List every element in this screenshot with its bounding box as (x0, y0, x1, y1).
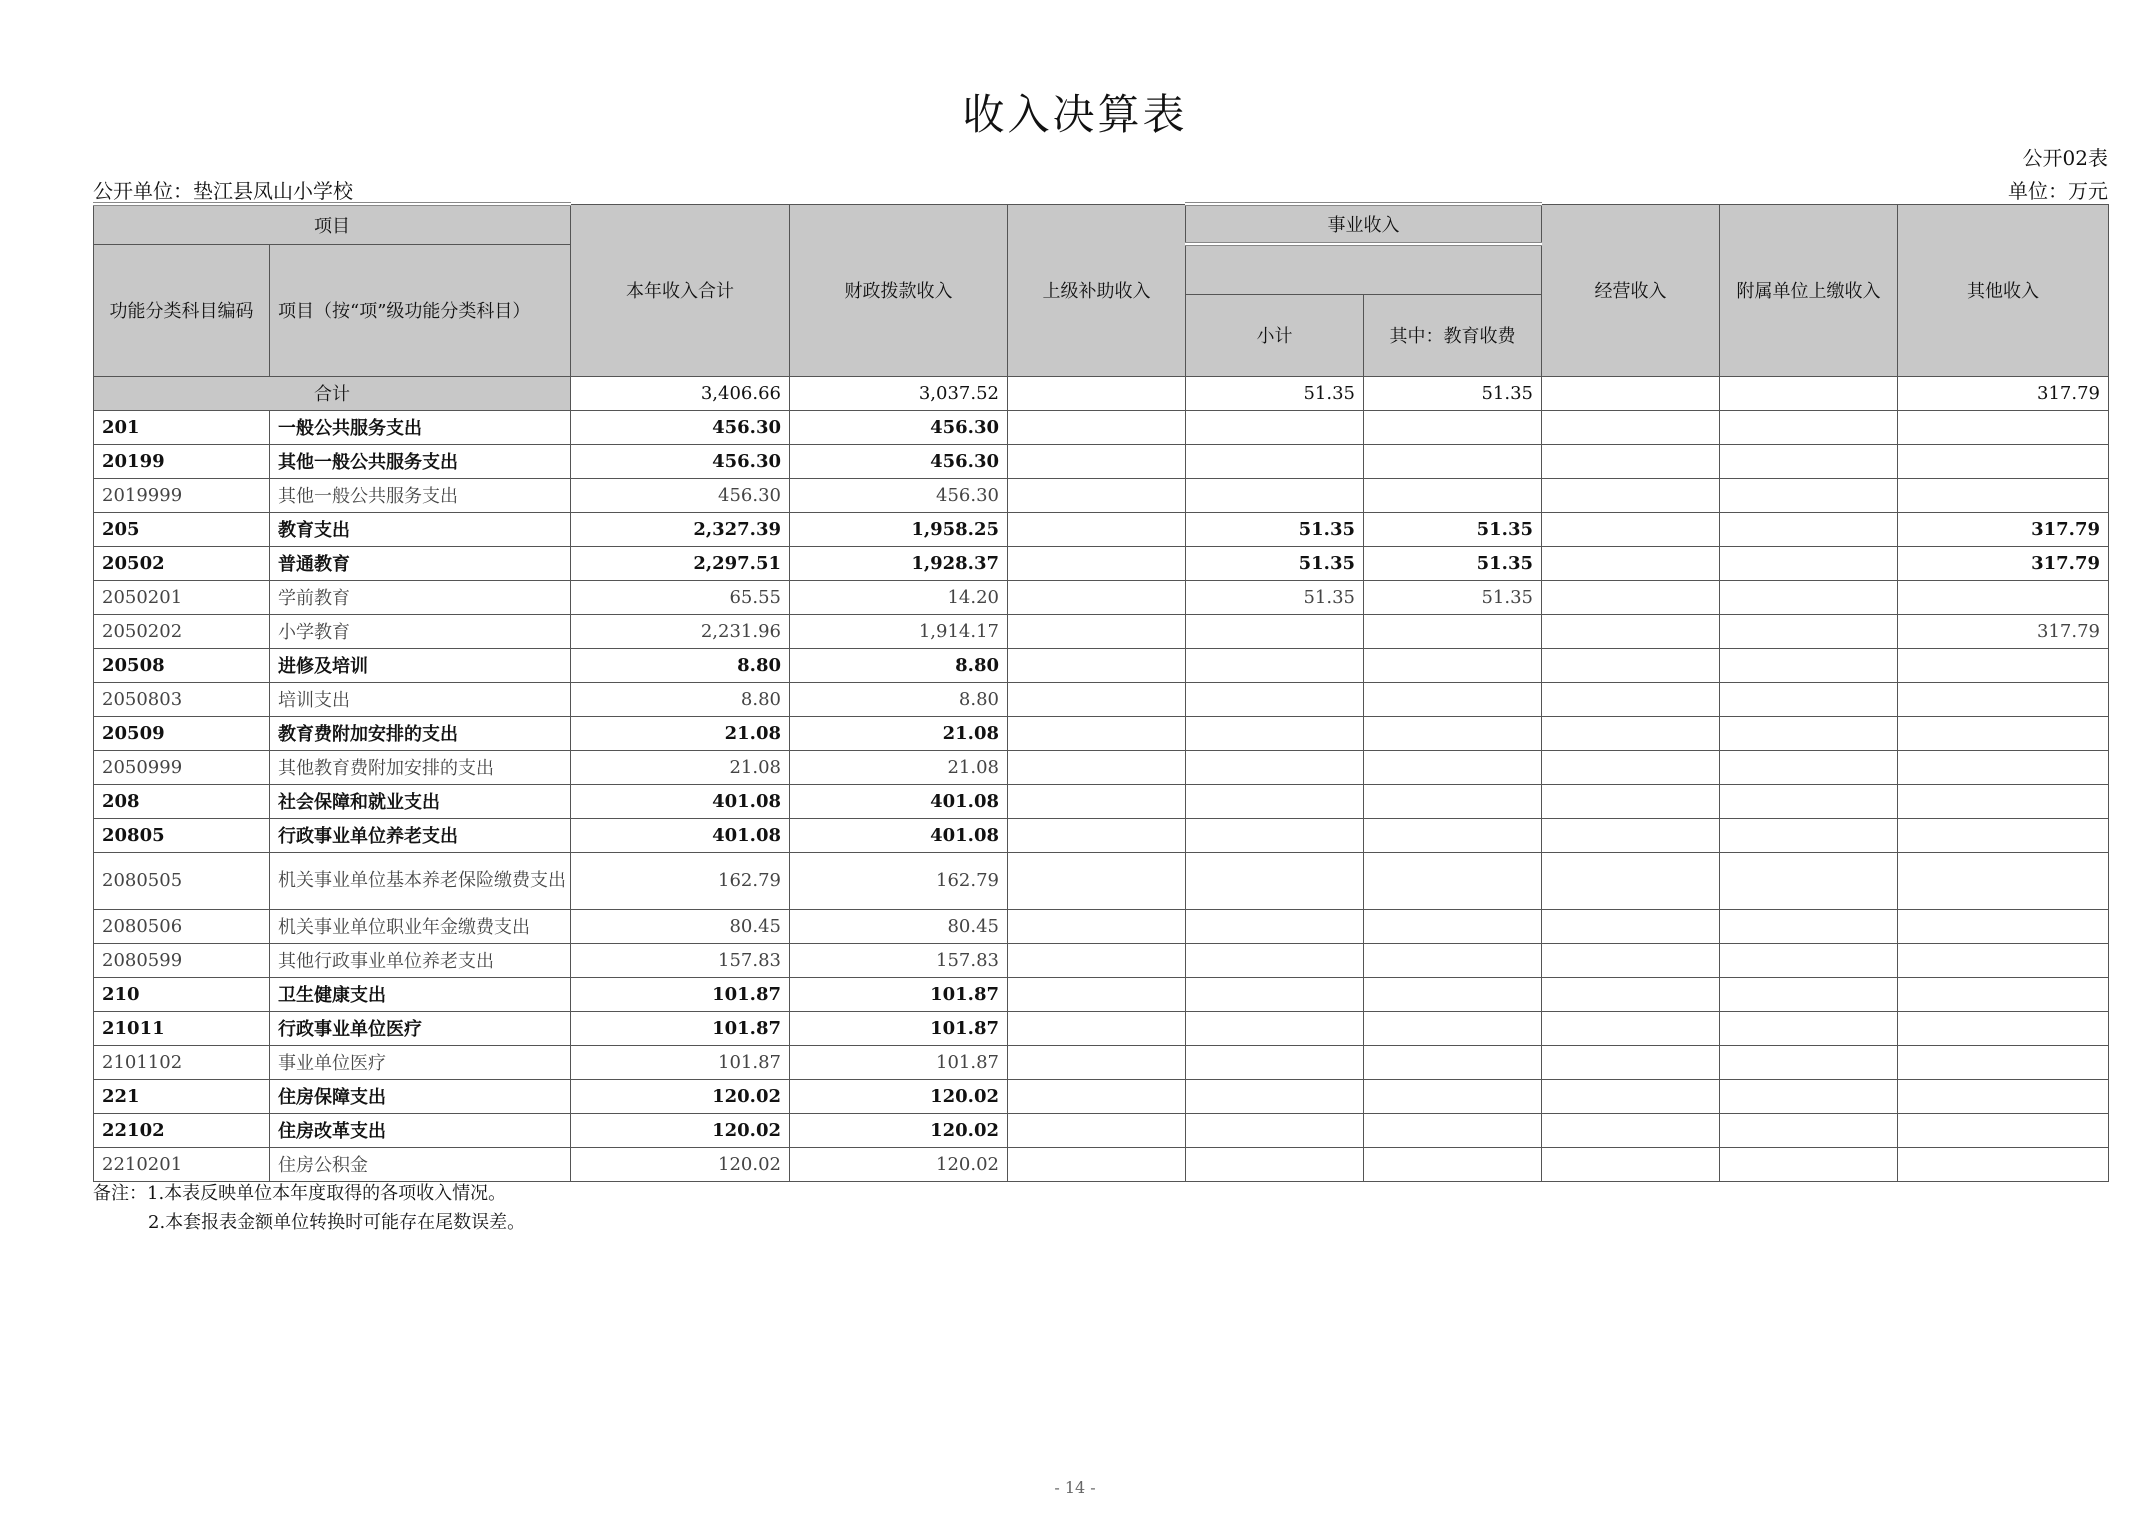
row-cell-affiliate (1720, 546, 1898, 580)
row-cell-fiscal: 101.87 (790, 977, 1008, 1011)
table-row (94, 580, 2109, 614)
row-code: 2050803 (94, 682, 270, 716)
total-row (94, 376, 2109, 410)
header-business-spacer (1186, 244, 1542, 294)
row-cell-affiliate (1720, 716, 1898, 750)
row-cell-operating (1542, 1147, 1720, 1181)
row-cell-edu-fee (1364, 909, 1542, 943)
row-cell-other (1898, 818, 2109, 852)
row-cell-affiliate (1720, 1045, 1898, 1079)
row-code: 2210201 (94, 1147, 270, 1181)
row-cell-other (1898, 1011, 2109, 1045)
row-cell-affiliate (1720, 580, 1898, 614)
row-cell-affiliate (1720, 410, 1898, 444)
row-cell-superior (1008, 614, 1186, 648)
row-cell-affiliate (1720, 750, 1898, 784)
row-cell-superior (1008, 512, 1186, 546)
row-cell-superior (1008, 546, 1186, 580)
total-label: 合计 (94, 376, 571, 410)
row-cell-total: 157.83 (571, 943, 790, 977)
row-cell-operating (1542, 682, 1720, 716)
table-row (94, 1011, 2109, 1045)
form-number: 公开02表 (2022, 146, 2108, 170)
row-name: 住房改革支出 (270, 1113, 571, 1147)
row-cell-total: 401.08 (571, 784, 790, 818)
row-cell-edu-fee (1364, 1045, 1542, 1079)
row-cell-total: 456.30 (571, 410, 790, 444)
row-cell-subtotal (1186, 410, 1364, 444)
row-name: 其他一般公共服务支出 (270, 444, 571, 478)
table-row (94, 1147, 2109, 1181)
row-cell-edu-fee (1364, 1079, 1542, 1113)
row-name: 一般公共服务支出 (270, 410, 571, 444)
page-title: 收入决算表 (962, 90, 1188, 139)
row-cell-operating (1542, 580, 1720, 614)
row-cell-total: 101.87 (571, 1011, 790, 1045)
row-code: 22102 (94, 1113, 270, 1147)
row-cell-superior (1008, 1045, 1186, 1079)
row-cell-fiscal: 8.80 (790, 648, 1008, 682)
row-cell-subtotal: 51.35 (1186, 580, 1364, 614)
header-subtotal: 小计 (1186, 294, 1364, 376)
reporting-unit: 公开单位：垫江县凤山小学校 (93, 179, 353, 203)
table-row (94, 750, 2109, 784)
row-cell-superior (1008, 478, 1186, 512)
row-cell-fiscal: 401.08 (790, 784, 1008, 818)
row-cell-fiscal: 120.02 (790, 1147, 1008, 1181)
row-cell-total: 8.80 (571, 682, 790, 716)
row-cell-operating (1542, 410, 1720, 444)
row-cell-affiliate (1720, 1011, 1898, 1045)
row-code: 2019999 (94, 478, 270, 512)
row-cell-edu-fee (1364, 977, 1542, 1011)
row-cell-subtotal (1186, 682, 1364, 716)
row-cell-operating (1542, 546, 1720, 580)
row-cell-affiliate (1720, 784, 1898, 818)
row-cell-subtotal (1186, 1045, 1364, 1079)
row-cell-other (1898, 682, 2109, 716)
row-cell-edu-fee (1364, 852, 1542, 909)
row-cell-affiliate (1720, 1147, 1898, 1181)
row-cell-edu-fee (1364, 648, 1542, 682)
row-cell-edu-fee (1364, 614, 1542, 648)
row-cell-affiliate (1720, 1113, 1898, 1147)
table-row (94, 512, 2109, 546)
row-cell-fiscal: 101.87 (790, 1045, 1008, 1079)
row-cell-total: 2,327.39 (571, 512, 790, 546)
row-cell-affiliate (1720, 682, 1898, 716)
row-cell-other (1898, 977, 2109, 1011)
row-cell-other (1898, 943, 2109, 977)
row-cell-affiliate (1720, 478, 1898, 512)
row-cell-edu-fee (1364, 1113, 1542, 1147)
row-cell-operating (1542, 750, 1720, 784)
row-cell-total: 120.02 (571, 1113, 790, 1147)
row-name: 卫生健康支出 (270, 977, 571, 1011)
row-cell-other: 317.79 (1898, 614, 2109, 648)
table-row (94, 546, 2109, 580)
note-2: 2.本套报表金额单位转换时可能存在尾数误差。 (148, 1212, 526, 1233)
row-code: 20502 (94, 546, 270, 580)
row-cell-total: 21.08 (571, 716, 790, 750)
row-cell-subtotal (1186, 1079, 1364, 1113)
total-cell-affiliate (1720, 376, 1898, 410)
row-cell-subtotal (1186, 943, 1364, 977)
row-code: 2101102 (94, 1045, 270, 1079)
row-cell-affiliate (1720, 1079, 1898, 1113)
header-total: 本年收入合计 (571, 204, 790, 376)
row-cell-operating (1542, 1045, 1720, 1079)
row-cell-other (1898, 852, 2109, 909)
row-cell-other (1898, 410, 2109, 444)
row-name: 小学教育 (270, 614, 571, 648)
row-cell-subtotal (1186, 852, 1364, 909)
note-1: 备注：1.本表反映单位本年度取得的各项收入情况。 (93, 1183, 507, 1204)
row-cell-affiliate (1720, 943, 1898, 977)
row-name: 社会保障和就业支出 (270, 784, 571, 818)
row-cell-fiscal: 1,914.17 (790, 614, 1008, 648)
row-cell-subtotal: 51.35 (1186, 546, 1364, 580)
row-code: 2080599 (94, 943, 270, 977)
row-name: 机关事业单位职业年金缴费支出 (270, 909, 571, 943)
table-row (94, 410, 2109, 444)
row-cell-operating (1542, 648, 1720, 682)
row-cell-fiscal: 157.83 (790, 943, 1008, 977)
row-name: 其他行政事业单位养老支出 (270, 943, 571, 977)
row-cell-superior (1008, 943, 1186, 977)
row-name: 住房保障支出 (270, 1079, 571, 1113)
row-name: 其他一般公共服务支出 (270, 478, 571, 512)
row-cell-subtotal (1186, 818, 1364, 852)
row-cell-fiscal: 21.08 (790, 750, 1008, 784)
total-cell-edu-fee: 51.35 (1364, 376, 1542, 410)
row-cell-edu-fee (1364, 410, 1542, 444)
row-cell-edu-fee: 51.35 (1364, 512, 1542, 546)
row-name: 机关事业单位基本养老保险缴费支出 (270, 852, 571, 909)
row-cell-affiliate (1720, 444, 1898, 478)
row-cell-fiscal: 14.20 (790, 580, 1008, 614)
row-name: 教育支出 (270, 512, 571, 546)
row-cell-fiscal: 1,958.25 (790, 512, 1008, 546)
row-cell-fiscal: 1,928.37 (790, 546, 1008, 580)
row-cell-superior (1008, 648, 1186, 682)
row-cell-fiscal: 120.02 (790, 1113, 1008, 1147)
row-cell-operating (1542, 478, 1720, 512)
row-cell-other (1898, 478, 2109, 512)
row-cell-operating (1542, 1011, 1720, 1045)
row-name: 培训支出 (270, 682, 571, 716)
row-code: 20509 (94, 716, 270, 750)
row-cell-other (1898, 784, 2109, 818)
row-cell-total: 2,297.51 (571, 546, 790, 580)
total-cell-total: 3,406.66 (571, 376, 790, 410)
row-cell-operating (1542, 1079, 1720, 1113)
row-cell-total: 456.30 (571, 478, 790, 512)
row-cell-superior (1008, 750, 1186, 784)
row-cell-affiliate (1720, 648, 1898, 682)
row-cell-superior (1008, 784, 1186, 818)
row-cell-edu-fee (1364, 818, 1542, 852)
table-row (94, 444, 2109, 478)
header-business: 事业收入 (1186, 204, 1542, 244)
row-cell-subtotal (1186, 444, 1364, 478)
header-project: 项目 (94, 204, 571, 244)
header-affiliate: 附属单位上缴收入 (1720, 204, 1898, 376)
row-cell-total: 21.08 (571, 750, 790, 784)
row-cell-fiscal: 80.45 (790, 909, 1008, 943)
total-cell-fiscal: 3,037.52 (790, 376, 1008, 410)
currency-unit: 单位：万元 (2008, 179, 2108, 203)
table-row (94, 1113, 2109, 1147)
row-cell-operating (1542, 1113, 1720, 1147)
row-cell-subtotal (1186, 1011, 1364, 1045)
table-row (94, 1045, 2109, 1079)
row-name: 事业单位医疗 (270, 1045, 571, 1079)
table-row (94, 716, 2109, 750)
row-cell-operating (1542, 444, 1720, 478)
notes (93, 1179, 525, 1237)
row-cell-fiscal: 456.30 (790, 478, 1008, 512)
row-cell-fiscal: 101.87 (790, 1011, 1008, 1045)
table-row (94, 648, 2109, 682)
row-cell-fiscal: 456.30 (790, 444, 1008, 478)
row-cell-subtotal (1186, 1147, 1364, 1181)
row-cell-superior (1008, 1079, 1186, 1113)
row-cell-fiscal: 456.30 (790, 410, 1008, 444)
row-cell-edu-fee (1364, 1011, 1542, 1045)
row-cell-other (1898, 750, 2109, 784)
row-cell-total: 120.02 (571, 1079, 790, 1113)
row-code: 2050999 (94, 750, 270, 784)
row-cell-other (1898, 1079, 2109, 1113)
row-cell-subtotal (1186, 648, 1364, 682)
header-superior: 上级补助收入 (1008, 204, 1186, 376)
row-cell-other (1898, 1045, 2109, 1079)
row-code: 20199 (94, 444, 270, 478)
row-cell-superior (1008, 909, 1186, 943)
row-name: 行政事业单位养老支出 (270, 818, 571, 852)
row-cell-operating (1542, 784, 1720, 818)
row-cell-affiliate (1720, 977, 1898, 1011)
row-cell-edu-fee (1364, 478, 1542, 512)
row-cell-superior (1008, 682, 1186, 716)
row-cell-edu-fee (1364, 1147, 1542, 1181)
row-cell-edu-fee (1364, 444, 1542, 478)
row-code: 205 (94, 512, 270, 546)
row-cell-superior (1008, 580, 1186, 614)
row-cell-other: 317.79 (1898, 546, 2109, 580)
row-code: 221 (94, 1079, 270, 1113)
row-cell-total: 120.02 (571, 1147, 790, 1181)
table-row (94, 1079, 2109, 1113)
row-code: 20508 (94, 648, 270, 682)
row-cell-operating (1542, 977, 1720, 1011)
table-row (94, 943, 2109, 977)
row-cell-operating (1542, 943, 1720, 977)
row-cell-edu-fee (1364, 682, 1542, 716)
row-cell-affiliate (1720, 818, 1898, 852)
row-name: 教育费附加安排的支出 (270, 716, 571, 750)
row-cell-superior (1008, 977, 1186, 1011)
row-cell-affiliate (1720, 852, 1898, 909)
row-cell-other (1898, 1113, 2109, 1147)
income-table (93, 202, 2109, 1182)
row-cell-fiscal: 162.79 (790, 852, 1008, 909)
row-cell-total: 162.79 (571, 852, 790, 909)
row-cell-total: 80.45 (571, 909, 790, 943)
header-other: 其他收入 (1898, 204, 2109, 376)
row-cell-other (1898, 909, 2109, 943)
row-cell-total: 65.55 (571, 580, 790, 614)
table-row (94, 784, 2109, 818)
row-cell-subtotal: 51.35 (1186, 512, 1364, 546)
row-cell-edu-fee (1364, 943, 1542, 977)
row-cell-operating (1542, 909, 1720, 943)
row-name: 进修及培训 (270, 648, 571, 682)
row-cell-superior (1008, 852, 1186, 909)
row-cell-subtotal (1186, 478, 1364, 512)
row-cell-total: 401.08 (571, 818, 790, 852)
row-cell-other (1898, 716, 2109, 750)
row-cell-superior (1008, 410, 1186, 444)
header-edu-fee: 其中：教育收费 (1364, 294, 1542, 376)
row-name: 普通教育 (270, 546, 571, 580)
row-cell-fiscal: 120.02 (790, 1079, 1008, 1113)
row-cell-total: 101.87 (571, 977, 790, 1011)
row-cell-fiscal: 8.80 (790, 682, 1008, 716)
row-cell-operating (1542, 852, 1720, 909)
row-cell-operating (1542, 716, 1720, 750)
row-name: 学前教育 (270, 580, 571, 614)
header-name: 项目（按“项”级功能分类科目） (270, 244, 571, 376)
total-cell-superior (1008, 376, 1186, 410)
row-cell-subtotal (1186, 750, 1364, 784)
row-code: 21011 (94, 1011, 270, 1045)
row-code: 2080506 (94, 909, 270, 943)
row-cell-subtotal (1186, 1113, 1364, 1147)
row-cell-other (1898, 580, 2109, 614)
table-row (94, 682, 2109, 716)
row-name: 其他教育费附加安排的支出 (270, 750, 571, 784)
row-cell-operating (1542, 614, 1720, 648)
row-cell-total: 8.80 (571, 648, 790, 682)
row-cell-other: 317.79 (1898, 512, 2109, 546)
row-cell-subtotal (1186, 716, 1364, 750)
header-operating: 经营收入 (1542, 204, 1720, 376)
row-cell-other (1898, 444, 2109, 478)
row-cell-superior (1008, 444, 1186, 478)
header-code: 功能分类科目编码 (94, 244, 270, 376)
row-cell-affiliate (1720, 909, 1898, 943)
total-cell-subtotal: 51.35 (1186, 376, 1364, 410)
row-cell-edu-fee (1364, 784, 1542, 818)
row-code: 201 (94, 410, 270, 444)
row-cell-fiscal: 21.08 (790, 716, 1008, 750)
row-name: 行政事业单位医疗 (270, 1011, 571, 1045)
row-cell-operating (1542, 512, 1720, 546)
row-cell-subtotal (1186, 614, 1364, 648)
row-cell-subtotal (1186, 909, 1364, 943)
table-row (94, 478, 2109, 512)
row-cell-edu-fee: 51.35 (1364, 580, 1542, 614)
table-row (94, 852, 2109, 909)
row-code: 210 (94, 977, 270, 1011)
header-fiscal: 财政拨款收入 (790, 204, 1008, 376)
row-cell-other (1898, 1147, 2109, 1181)
total-cell-operating (1542, 376, 1720, 410)
row-cell-edu-fee: 51.35 (1364, 546, 1542, 580)
table-row (94, 818, 2109, 852)
row-code: 20805 (94, 818, 270, 852)
row-cell-subtotal (1186, 977, 1364, 1011)
table-row (94, 614, 2109, 648)
row-cell-affiliate (1720, 614, 1898, 648)
row-cell-other (1898, 648, 2109, 682)
table-row (94, 977, 2109, 1011)
row-cell-total: 2,231.96 (571, 614, 790, 648)
table-row (94, 909, 2109, 943)
row-cell-superior (1008, 1147, 1186, 1181)
row-cell-operating (1542, 818, 1720, 852)
row-cell-total: 456.30 (571, 444, 790, 478)
row-cell-edu-fee (1364, 716, 1542, 750)
row-code: 2080505 (94, 852, 270, 909)
row-cell-edu-fee (1364, 750, 1542, 784)
row-code: 2050202 (94, 614, 270, 648)
row-cell-affiliate (1720, 512, 1898, 546)
row-cell-superior (1008, 1113, 1186, 1147)
row-cell-superior (1008, 1011, 1186, 1045)
row-cell-total: 101.87 (571, 1045, 790, 1079)
row-cell-fiscal: 401.08 (790, 818, 1008, 852)
row-code: 208 (94, 784, 270, 818)
row-cell-subtotal (1186, 784, 1364, 818)
total-cell-other: 317.79 (1898, 376, 2109, 410)
row-cell-superior (1008, 716, 1186, 750)
page-number: - 14 - (1054, 1478, 1096, 1497)
row-name: 住房公积金 (270, 1147, 571, 1181)
row-cell-superior (1008, 818, 1186, 852)
row-code: 2050201 (94, 580, 270, 614)
